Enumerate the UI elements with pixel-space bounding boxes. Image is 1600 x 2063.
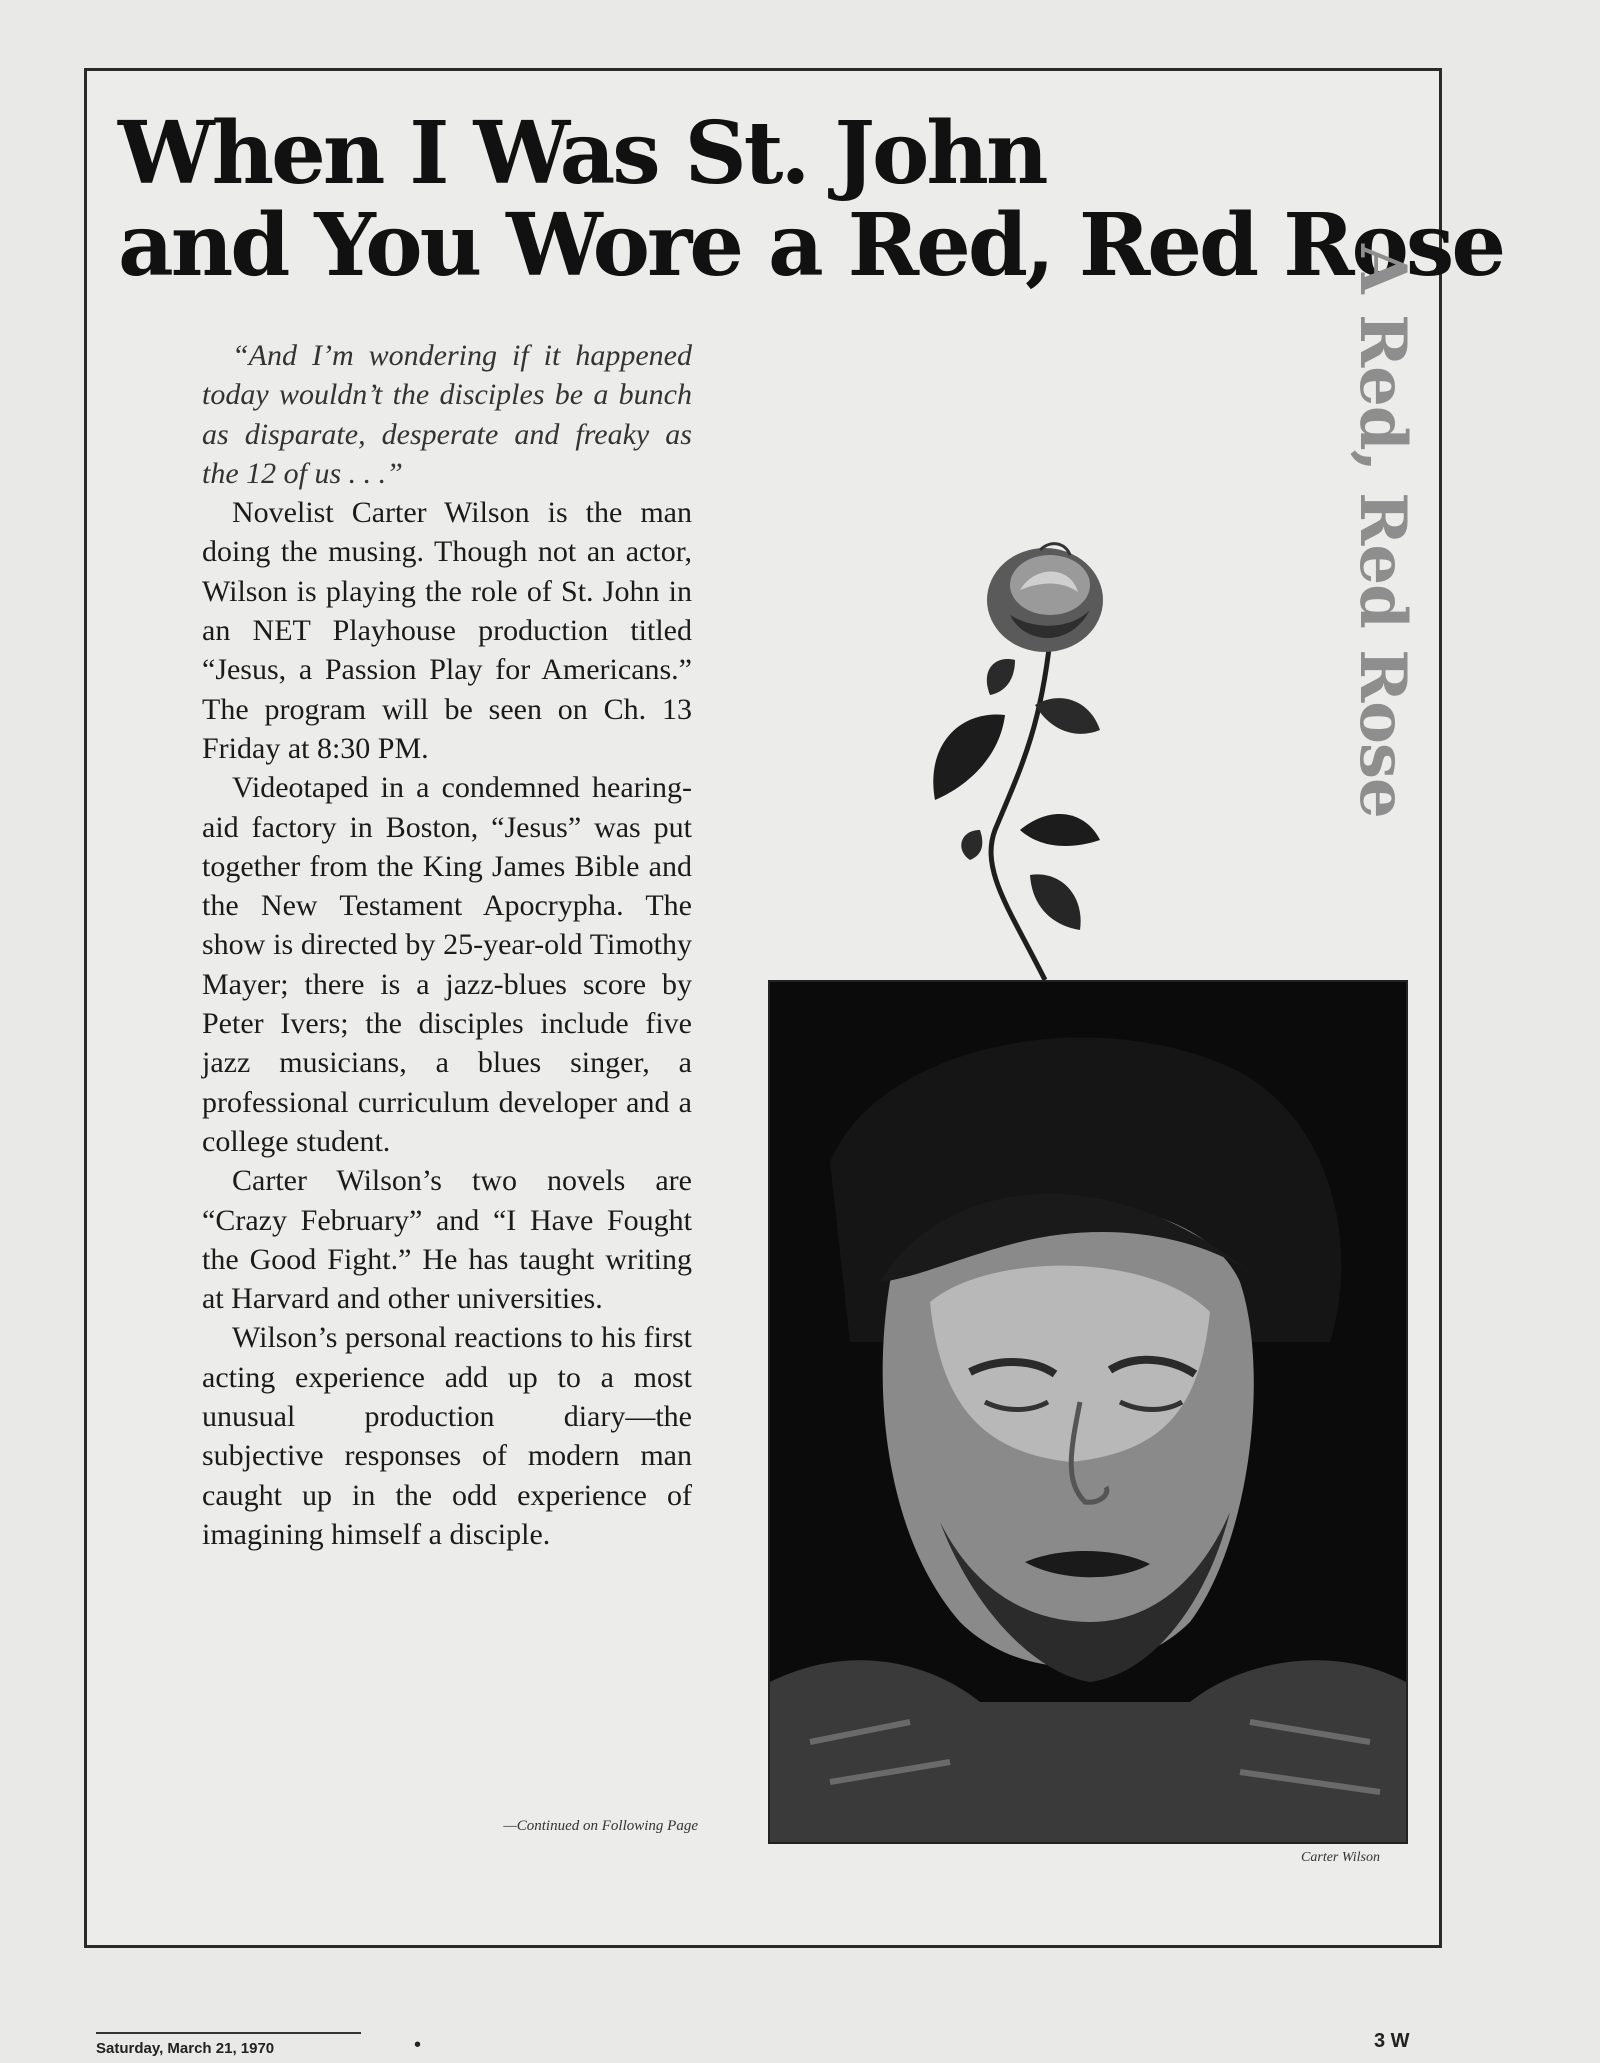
page-number: 3 W bbox=[1374, 2030, 1410, 2052]
article-paragraph: Videotaped in a condemned hearing-aid factory in Boston, “Jesus” was put together from the King James Bible and the New Testament Apocrypha. The show is directed by 25-year-old Timothy Mayer; there is a jazz-blues score by Peter Ivers; the disciples include five jazz musicians, a blues singer, a professional curriculum developer and a college student. bbox=[202, 771, 692, 1158]
rose-illustration bbox=[900, 530, 1160, 980]
article-paragraph: Carter Wilson’s two novels are “Crazy February” and “I Have Fought the Good Fight.” He has taught writing at Harvard and other universities. bbox=[202, 1164, 692, 1316]
vertical-title: A Red, Red Rose bbox=[1345, 244, 1420, 818]
footer-bullet: • bbox=[414, 2034, 422, 2056]
portrait-photo bbox=[768, 980, 1408, 1844]
article-paragraph: Novelist Carter Wilson is the man doing the musing. Though not an actor, Wilson is playing the role of St. John in an NET Playhouse production titled “Jesus, a Passion Play for Americans.” The program will be seen on Ch. 13 Friday at 8:30 PM. bbox=[202, 496, 692, 765]
continued-note: —Continued on Following Page bbox=[503, 1818, 698, 1834]
footer-date: Saturday, March 21, 1970 bbox=[96, 2032, 361, 2057]
headline-line-1: When I Was St. John bbox=[118, 103, 1046, 204]
headline-line-2: and You Wore a Red, Red Rose bbox=[118, 195, 1504, 296]
photo-caption: Carter Wilson bbox=[1301, 1850, 1380, 1865]
article-paragraph: Wilson’s personal reactions to his first acting experience add up to a most unusual production diary—the subjective responses of modern man caught up in the odd experience of imagining himself a disciple. bbox=[202, 1321, 692, 1551]
article-body bbox=[202, 336, 692, 1554]
headline bbox=[118, 103, 1504, 296]
pull-quote: “And I’m wondering if it happened today wouldn’t the disciples be a bunch as disparate, desperate and freaky as the 12 of us . . .” bbox=[202, 339, 692, 490]
